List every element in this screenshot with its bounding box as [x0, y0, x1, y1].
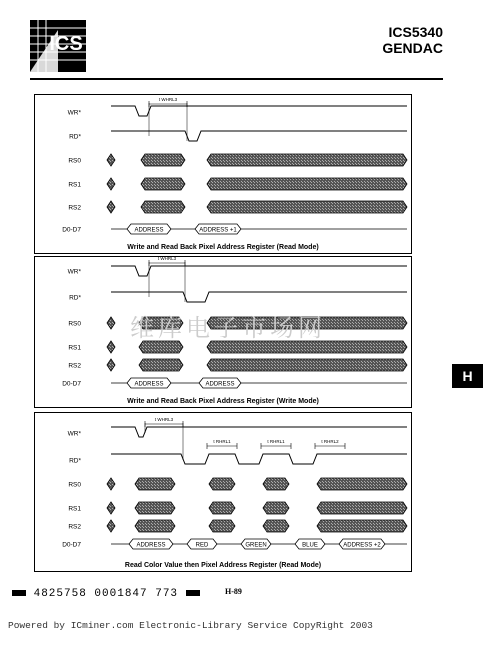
rs0-seg-1 — [135, 478, 175, 490]
data-bus-value-3: BLUE — [302, 542, 318, 549]
signal-label-wr: WR* — [67, 109, 81, 117]
data-bus-value-0: ADDRESS — [136, 542, 166, 549]
signal-label-rd: RD* — [69, 294, 81, 302]
page-number: H-89 — [225, 587, 242, 596]
wr-waveform — [111, 427, 407, 437]
rs2-seg-2 — [209, 520, 235, 532]
rs2-seg-3 — [263, 520, 289, 532]
rs1-seg-3 — [263, 502, 289, 514]
signal-label-data: D0-D7 — [62, 226, 81, 234]
timing-rhrl1-b-label: t RHRL1 — [267, 439, 285, 444]
signal-label-rd: RD* — [69, 457, 81, 465]
watermark: 维库电子市场网 — [130, 315, 326, 342]
signal-label-wr: WR* — [67, 430, 81, 438]
rs0-seg-0 — [107, 154, 115, 166]
wr-waveform — [111, 266, 407, 276]
timing-whrl3-label: t WHRL3 — [158, 97, 178, 102]
signal-label-data: D0-D7 — [62, 380, 81, 388]
timing-diagram-3 — [35, 413, 411, 571]
wr-waveform — [111, 106, 407, 116]
signal-label-rs1: RS1 — [68, 344, 81, 352]
powered-by: Powered by ICminer.com Electronic-Library Service CopyRight 2003 — [8, 620, 373, 631]
rs1-seg-2 — [209, 502, 235, 514]
rs2-seg-2 — [207, 201, 407, 213]
panel-caption: Read Color Value then Pixel Address Register (Read Mode) — [124, 562, 322, 569]
ics-logo — [30, 20, 86, 72]
timing-panel-1 — [34, 94, 412, 254]
signal-label-rs0: RS0 — [68, 320, 81, 328]
signal-label-rs0: RS0 — [68, 481, 81, 489]
rd-waveform — [111, 292, 407, 302]
signal-label-rs2: RS2 — [68, 204, 81, 212]
rs1-seg-0 — [107, 502, 115, 514]
part-number: ICS5340 — [388, 24, 443, 40]
data-bus-value-4: ADDRESS +2 — [343, 542, 381, 549]
timing-whrl3-label: t WHRL3 — [157, 257, 177, 261]
data-bus-value-0: ADDRESS — [134, 227, 164, 234]
header-rule — [30, 78, 443, 80]
barcode-block-right — [186, 590, 200, 596]
header-title — [382, 24, 443, 56]
rs0-seg-0 — [107, 317, 115, 329]
signal-label-rs2: RS2 — [68, 362, 81, 370]
section-tab: H — [452, 364, 483, 388]
rs1-seg-2 — [207, 178, 407, 190]
rs1-seg-4 — [317, 502, 407, 514]
signal-label-rs0: RS0 — [68, 157, 81, 165]
signal-label-rd: RD* — [69, 133, 81, 141]
rs1-seg-1 — [141, 178, 185, 190]
rd-waveform — [111, 454, 407, 464]
data-bus-value-2: GREEN — [245, 542, 267, 549]
signal-label-rs1: RS1 — [68, 181, 81, 189]
signal-label-rs1: RS1 — [68, 505, 81, 513]
data-bus-value-1: ADDRESS — [205, 381, 235, 388]
timing-whrl3-label: t WHRL3 — [154, 417, 174, 422]
logo-text: ICS — [49, 33, 83, 55]
signal-label-rs2: RS2 — [68, 523, 81, 531]
rs2-seg-0 — [107, 520, 115, 532]
timing-diagram-1 — [35, 95, 411, 253]
rs2-seg-4 — [317, 520, 407, 532]
rd-waveform — [111, 131, 407, 141]
part-name: GENDAC — [382, 40, 443, 56]
rs1-seg-0 — [107, 178, 115, 190]
rs0-seg-2 — [209, 478, 235, 490]
panel-caption: Write and Read Back Pixel Address Register (Read Mode) — [127, 244, 319, 251]
rs0-seg-4 — [317, 478, 407, 490]
data-bus-value-1: RED — [195, 542, 209, 549]
barcode-block-left — [12, 590, 26, 596]
timing-panel-3 — [34, 412, 412, 572]
rs2-seg-1 — [141, 201, 185, 213]
rs2-seg-0 — [107, 201, 115, 213]
footer-barcode — [12, 588, 200, 600]
barcode-text: 4825758 0001847 773 — [33, 588, 179, 600]
rs2-seg-1 — [135, 520, 175, 532]
timing-rhrl1-a-label: t RHRL1 — [213, 439, 231, 444]
data-bus-value-1: ADDRESS +1 — [199, 227, 237, 234]
rs2-seg-1 — [139, 359, 183, 371]
rs0-seg-0 — [107, 478, 115, 490]
signal-label-data: D0-D7 — [62, 541, 81, 549]
rs0-seg-3 — [263, 478, 289, 490]
data-bus-value-0: ADDRESS — [134, 381, 164, 388]
panel-caption: Write and Read Back Pixel Address Register (Write Mode) — [127, 398, 319, 405]
timing-rhrl2-label: t RHRL2 — [321, 439, 339, 444]
rs1-seg-1 — [135, 502, 175, 514]
rs0-seg-2 — [207, 154, 407, 166]
signal-label-wr: WR* — [67, 268, 81, 276]
rs0-seg-1 — [141, 154, 185, 166]
rs2-seg-0 — [107, 359, 115, 371]
rs1-seg-0 — [107, 341, 115, 353]
rs2-seg-2 — [207, 359, 407, 371]
